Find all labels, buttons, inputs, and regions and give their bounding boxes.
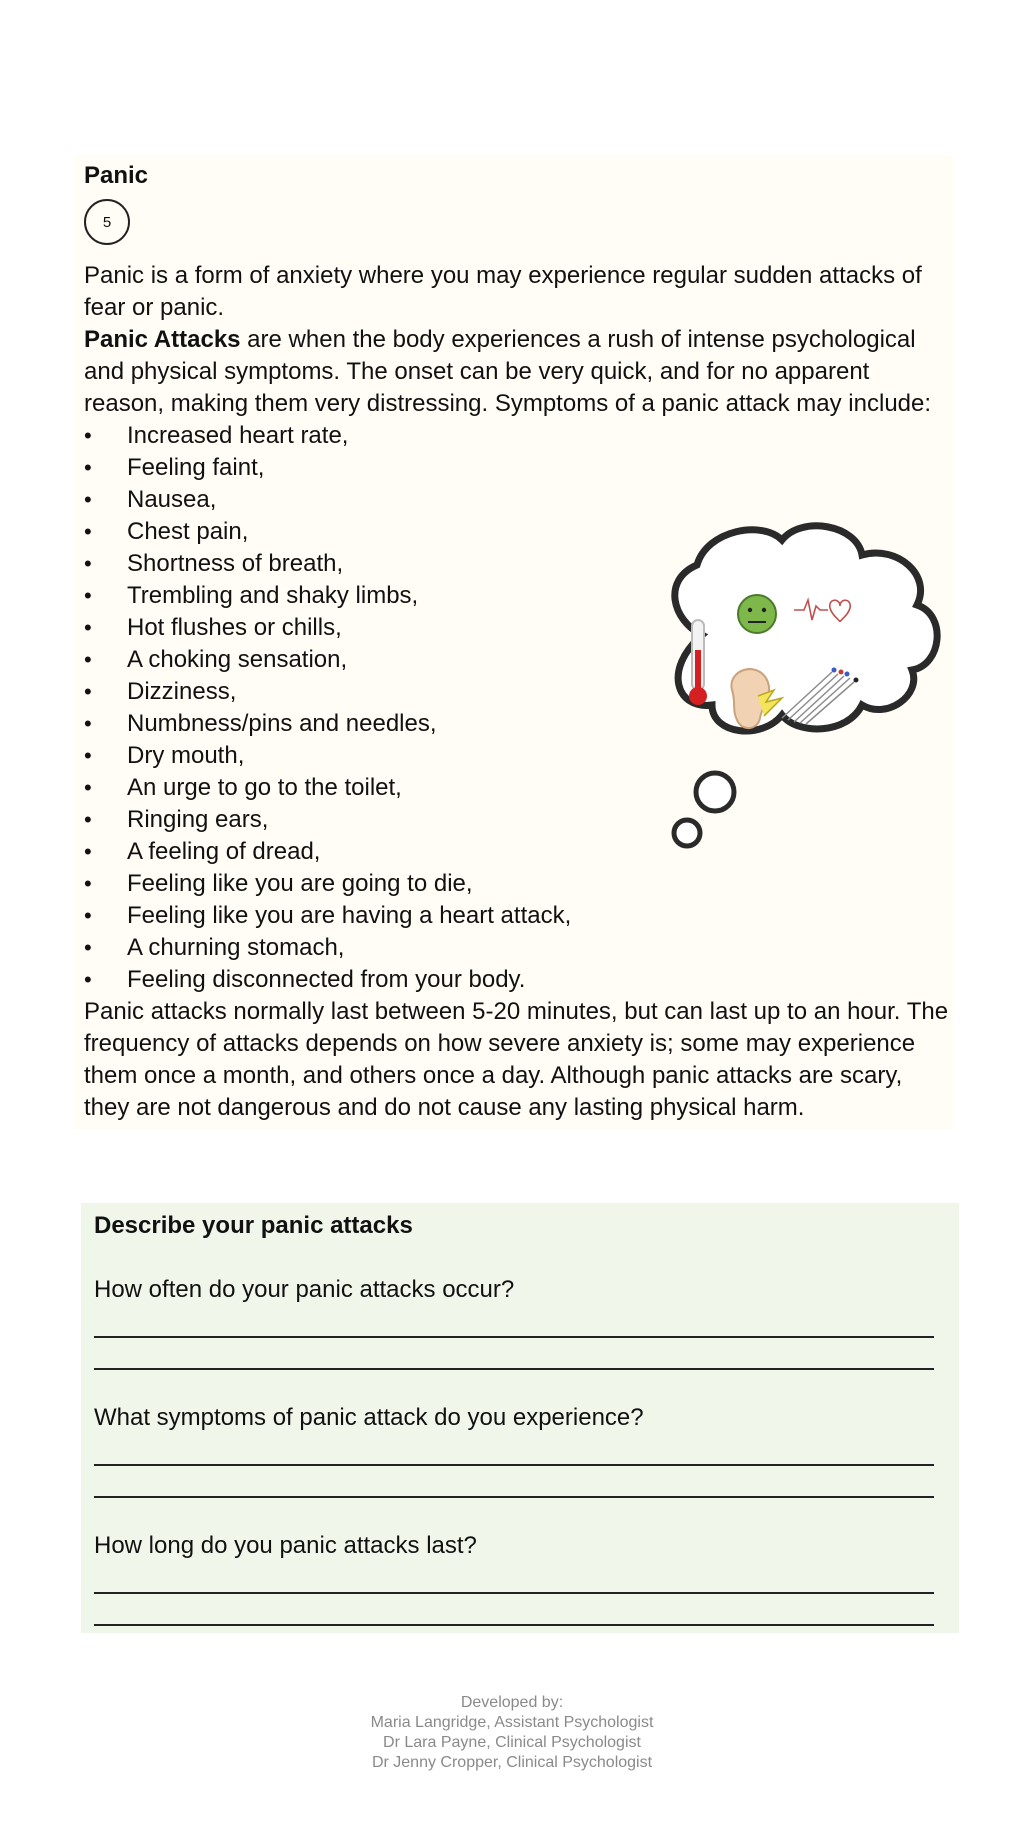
list-item: • Feeling disconnected from your body. xyxy=(84,964,954,996)
answer-line[interactable] xyxy=(94,1306,934,1338)
question-block xyxy=(94,1402,944,1498)
page-number-badge: 5 xyxy=(84,199,130,245)
questions-title: Describe your panic attacks xyxy=(94,1212,413,1239)
question-text: How often do your panic attacks occur? xyxy=(94,1276,515,1303)
footer-credit: Dr Lara Payne, Clinical Psychologist xyxy=(383,1734,641,1751)
cloud-outline xyxy=(675,526,937,731)
list-item: • Dry mouth, xyxy=(84,740,954,772)
question-block xyxy=(94,1274,944,1370)
question-text: How long do you panic attacks last? xyxy=(94,1532,477,1559)
list-item: • Feeling faint, xyxy=(84,452,954,484)
answer-line[interactable] xyxy=(94,1594,934,1626)
page-title: Panic xyxy=(84,162,149,189)
thought-bubble-small xyxy=(674,820,700,846)
attacks-paragraph xyxy=(84,324,954,420)
footer-heading: Developed by: xyxy=(460,1694,564,1711)
list-item: • Numbness/pins and needles, xyxy=(84,708,954,740)
list-item: • Feeling like you are having a heart attack, xyxy=(84,900,954,932)
thought-cloud-icon xyxy=(632,520,952,860)
footer-credit: Maria Langridge, Assistant Psychologist xyxy=(370,1714,654,1731)
list-item: • Nausea, xyxy=(84,484,954,516)
question-text: What symptoms of panic attack do you experience? xyxy=(94,1404,644,1431)
footer-credit: Dr Jenny Cropper, Clinical Psychologist xyxy=(371,1754,653,1771)
sick-face-icon xyxy=(738,595,776,633)
list-item: • Hot flushes or chills, xyxy=(84,612,954,644)
answer-line[interactable] xyxy=(94,1338,934,1370)
question-block xyxy=(94,1530,944,1626)
attacks-term: Panic Attacks xyxy=(84,326,241,353)
list-item: • Shortness of breath, xyxy=(84,548,954,580)
questions-form xyxy=(94,1210,944,1626)
list-item: • A choking sensation, xyxy=(84,644,954,676)
list-item: • Feeling like you are going to die, xyxy=(84,868,954,900)
list-item: • Increased heart rate, xyxy=(84,420,954,452)
attacks-definition: are when the body experiences a rush of intense psychological and physical symptoms. The onset can be very quick, and for no apparent reason, making them very distressing. Symptoms of a panic attack may include: xyxy=(84,326,932,417)
list-item: • An urge to go to the toilet, xyxy=(84,772,954,804)
list-item: • A feeling of dread, xyxy=(84,836,954,868)
footer-credits xyxy=(0,1693,1024,1773)
intro-paragraph: Panic is a form of anxiety where you may experience regular sudden attacks of fear or panic. xyxy=(84,262,922,321)
closing-paragraph: Panic attacks normally last between 5-20 minutes, but can last up to an hour. The frequency of attacks depends on how severe anxiety is; some may experience them once a month, and others once a day. Although panic attacks are scary, they are not dangerous and do not cause any lasting physical harm. xyxy=(84,998,949,1121)
list-item: • Ringing ears, xyxy=(84,804,954,836)
list-item: • Trembling and shaky limbs, xyxy=(84,580,954,612)
list-item: • Chest pain, xyxy=(84,516,954,548)
answer-line[interactable] xyxy=(94,1434,934,1466)
thermometer-icon xyxy=(689,620,707,705)
list-item: • A churning stomach, xyxy=(84,932,954,964)
answer-line[interactable] xyxy=(94,1466,934,1498)
list-item: • Dizziness, xyxy=(84,676,954,708)
answer-line[interactable] xyxy=(94,1562,934,1594)
thought-bubble-large xyxy=(696,773,734,811)
panic-info-content xyxy=(84,160,954,192)
